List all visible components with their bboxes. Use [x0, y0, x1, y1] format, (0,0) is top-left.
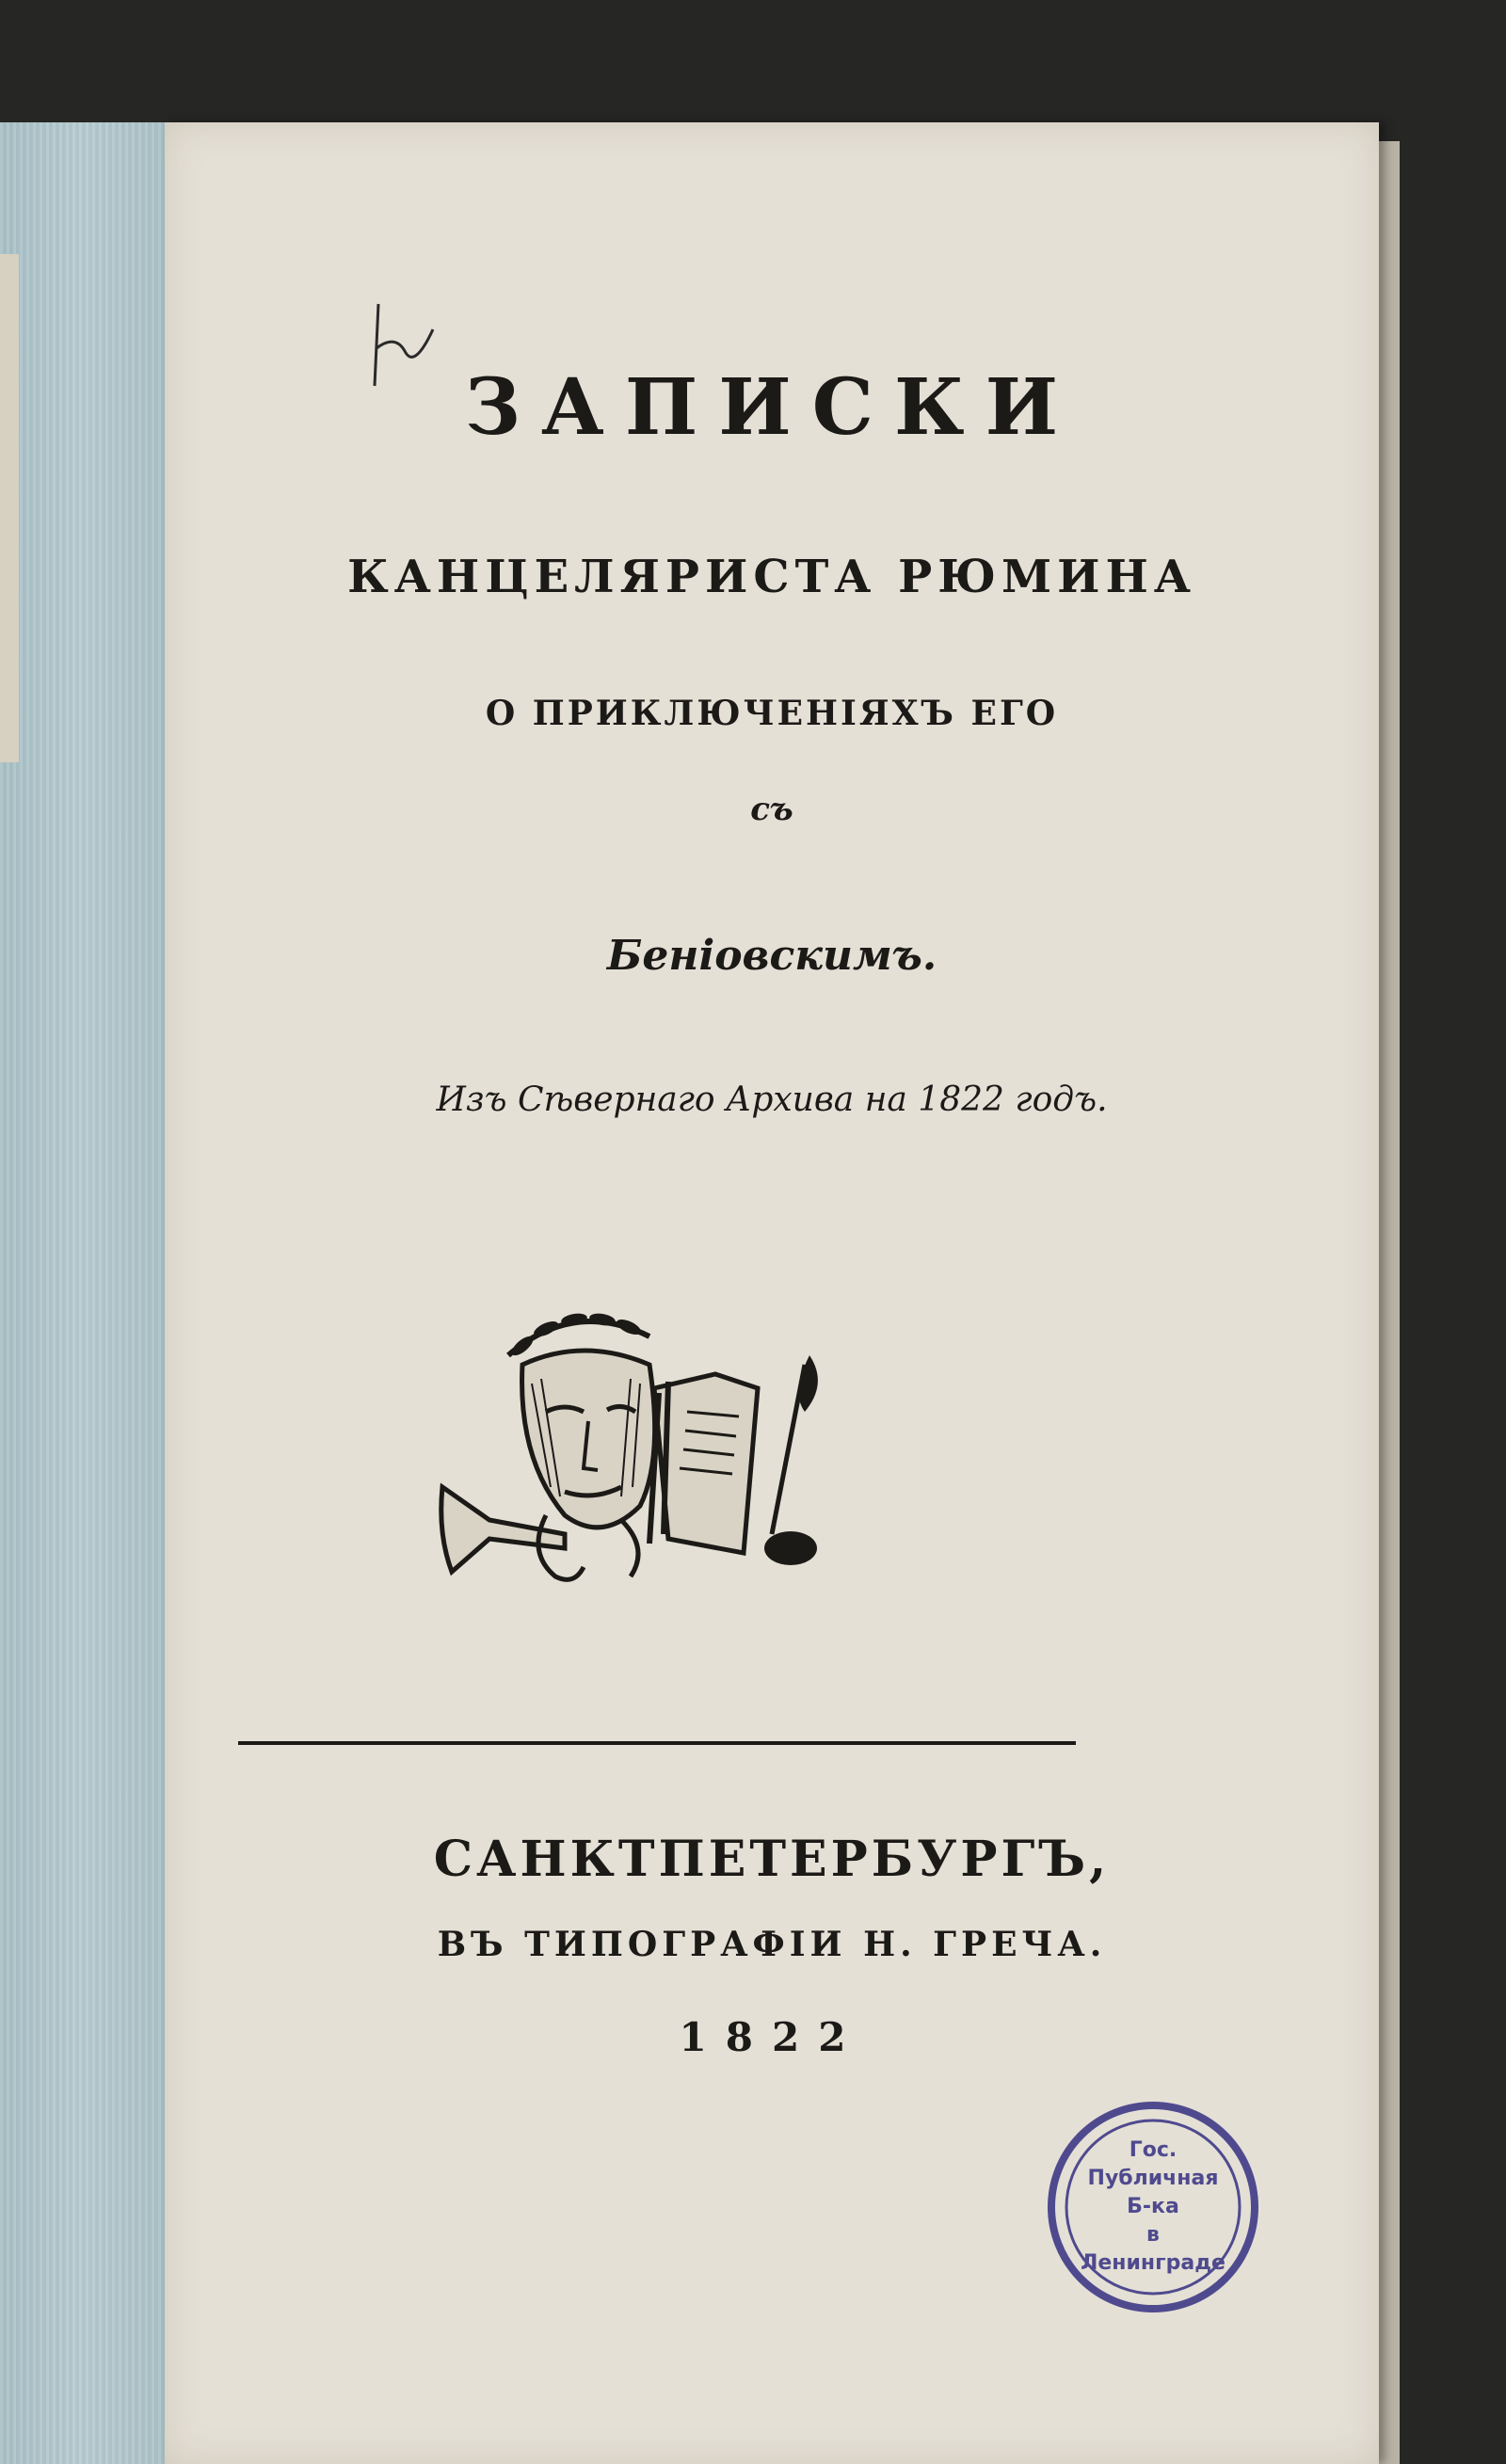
source-note: Изъ Сѣвернаго Архива на 1822 годъ. — [436, 1080, 1108, 1119]
title-page — [165, 122, 1379, 2464]
stamp-text — [1045, 2099, 1261, 2315]
subtitle-line-3: съ — [750, 791, 793, 828]
publication-year: 1822 — [679, 2014, 865, 2060]
book-title: ЗАПИСКИ — [464, 362, 1080, 453]
page-edge — [1379, 141, 1400, 2464]
stamp-line-5: Ленинграде — [1081, 2251, 1226, 2275]
printing-house: ВЪ ТИПОГРАФІИ Н. ГРЕЧА. — [437, 1925, 1107, 1964]
divider-rule — [238, 1741, 1076, 1745]
stamp-line-1: Гос. — [1129, 2138, 1178, 2162]
subtitle-line-2: О ПРИКЛЮЧЕНІЯХЪ ЕГО — [485, 694, 1059, 733]
paper-tab — [0, 254, 19, 762]
subtitle-line-1: КАНЦЕЛЯРИСТА РЮМИНА — [347, 551, 1196, 603]
stamp-line-4: в — [1146, 2223, 1160, 2247]
subtitle-line-4: Беніовскимъ. — [606, 932, 937, 980]
publication-city: САНКТПЕТЕРБУРГЪ, — [433, 1831, 1111, 1888]
library-stamp — [1045, 2099, 1261, 2315]
engraved-vignette-icon — [433, 1299, 847, 1591]
stamp-line-2: Публичная — [1087, 2167, 1219, 2190]
stamp-line-3: Б-ка — [1127, 2195, 1179, 2218]
